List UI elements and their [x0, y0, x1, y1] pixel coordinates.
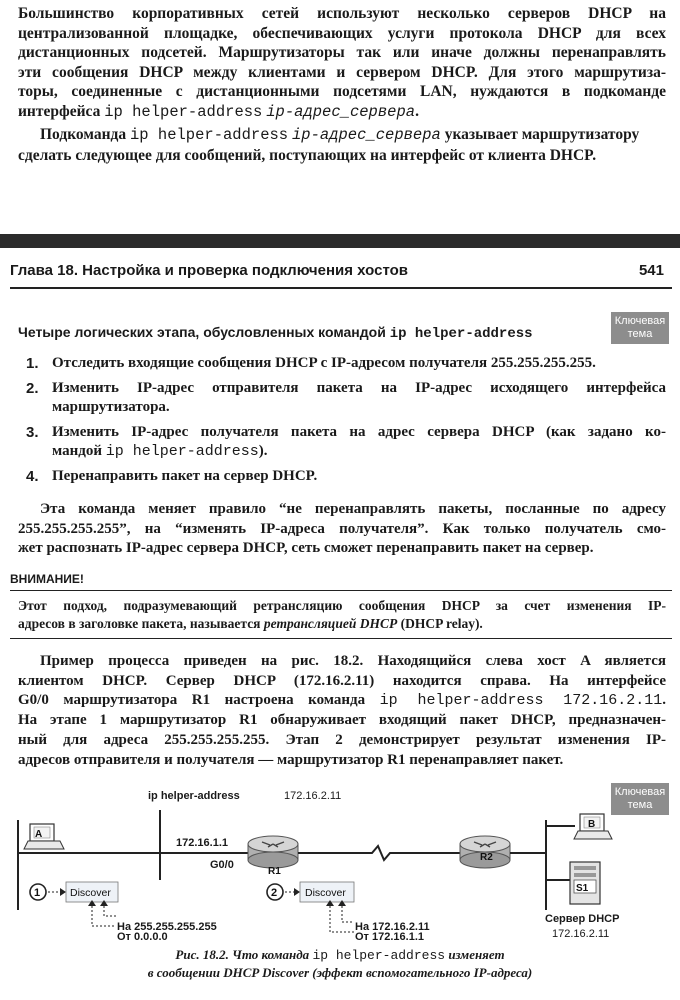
- discover-2-to: На 172.16.2.11: [355, 921, 430, 933]
- text-line: На этапе 1 маршрутизатор R1 обнаруживает входящий пакет DHCP, предназначен-: [18, 712, 666, 729]
- page-header: [10, 262, 666, 279]
- helper-label: ip helper-address: [148, 790, 240, 802]
- command-arg: ip-адрес_сервера: [292, 126, 441, 144]
- r1-ip-label: 172.16.1.1: [176, 837, 228, 849]
- step-2-number: 2: [271, 887, 278, 899]
- text-line: торы, соединенные с дистанционными подсетями LAN, нуждаются в подкоманде: [18, 83, 666, 101]
- key-topic-badge: Ключевая тема: [611, 783, 669, 815]
- steps-list: [26, 354, 666, 492]
- server-s1-label: S1: [576, 883, 589, 894]
- warning-rule-bottom: [10, 638, 672, 639]
- discover-label-2: Discover: [305, 887, 346, 899]
- text-line: клиентом DHCP. Сервер DHCP (172.16.2.11) находится справа. На интерфейсе: [18, 672, 666, 689]
- text-line: жет распознать IP-адрес сервера DHCP, сеть сможет перенаправить пакет на сервер.: [18, 540, 594, 556]
- text-line: централизованной площадке, обеспечивающих услуги протокола DHCP для всех: [18, 24, 666, 42]
- r1-iface-label: G0/0: [210, 859, 234, 871]
- router-r1-icon: [248, 836, 298, 868]
- header-rule: [10, 287, 672, 289]
- paragraph-4: [18, 652, 666, 770]
- text-line: сделать следующее для сообщений, поступающих на интерфейс от клиента DHCP.: [18, 146, 597, 164]
- page-number: 541: [638, 262, 664, 279]
- text-line: адресов в заголовке пакета, называется ретрансляцией DHCP (DHCP relay).: [18, 616, 483, 631]
- server-title: Сервер DHCP: [545, 913, 620, 925]
- command-code: ip helper-address: [104, 102, 263, 121]
- page-divider-bar: [0, 234, 680, 248]
- text-line: дистанционных подсетей. Маршрутизаторы так или иначе должны перенаправлять: [18, 44, 666, 62]
- helper-value: 172.16.2.11: [284, 790, 342, 802]
- wan-link: [298, 846, 460, 860]
- text-line: Большинство корпоративных сетей используют несколько серверов DHCP на: [18, 5, 666, 22]
- server-ip: 172.16.2.11: [552, 928, 610, 940]
- command-code: ip helper-address: [389, 326, 533, 342]
- command-arg: ip-адрес_сервера: [266, 102, 416, 121]
- command-code: ip helper-address: [129, 126, 289, 144]
- host-b-label: B: [588, 819, 596, 830]
- text-line: Подкоманда ip helper-address ip-адрес_сервера указывает маршрутизатору: [40, 126, 640, 144]
- intro-paragraph-1: [18, 4, 666, 123]
- caption-line-1: Рис. 18.2. Что команда ip helper-address изменяет: [175, 947, 505, 963]
- list-item: 4. Перенаправить пакет на сервер DHCP.: [26, 468, 318, 485]
- warning-rule-top: [10, 590, 672, 591]
- text-line: 255.255.255.255”, на “изменять IP-адреса получателя”. Как только получатель смо-: [18, 520, 666, 537]
- caption-line-2: в сообщении DHCP Discover (эффект вспомогательного IP-адреса): [147, 965, 533, 980]
- command-code: ip helper-address 172.16.2.11: [379, 692, 663, 710]
- chapter-title: Глава 18. Настройка и проверка подключения хостов: [10, 262, 408, 279]
- dhcp-relay-diagram: [0, 780, 680, 945]
- command-code: ip helper-address: [312, 948, 446, 963]
- router-r2-label: R2: [480, 852, 493, 863]
- paragraph-3: [18, 500, 666, 559]
- warning-text: [18, 597, 666, 633]
- command-code: ip helper-address: [105, 443, 259, 460]
- text-line: интерфейса ip helper-address ip-адрес_сервера.: [18, 102, 419, 121]
- list-item: 2. Изменить IP-адрес отправителя пакета на IP-адрес исходящего интерфейса маршрутизатора.: [26, 380, 666, 415]
- text-line: адресов отправителя и получателя — маршрутизатор R1 перенаправляет пакет.: [18, 751, 564, 768]
- warning-title: ВНИМАНИЕ!: [10, 572, 84, 586]
- host-a-icon: [24, 824, 64, 849]
- text-line: Этот подход, подразумевающий ретрансляцию сообщения DHCP за счет изменения IP-: [18, 598, 666, 613]
- discover-1-from: От 0.0.0.0: [117, 931, 168, 943]
- key-topic-badge: Ключевая тема: [611, 312, 669, 344]
- host-a-label: A: [35, 829, 43, 840]
- step-1-number: 1: [34, 887, 41, 899]
- discover-1-to: На 255.255.255.255: [117, 921, 217, 933]
- intro-paragraph-2: [18, 125, 666, 165]
- section-title: Четыре логических этапа, обусловленных командой ip helper-address: [18, 324, 533, 342]
- text-line: G0/0 маршрутизатора R1 настроена команда ip helper-address 172.16.2.11.: [18, 692, 666, 710]
- figure-caption: [0, 946, 680, 981]
- router-r1-label: R1: [268, 866, 281, 877]
- text-line: ный для адреса 255.255.255.255. Этап 2 демонстрирует результат изменения IP-: [18, 731, 666, 748]
- text-line: Эта команда меняет правило “не перенаправлять пакеты, посланные по адресу: [40, 501, 666, 517]
- discover-2-from: От 172.16.1.1: [355, 931, 424, 943]
- list-item: 3. Изменить IP-адрес получателя пакета на адрес сервера DHCP (как задано ко- мандой ip helper-address).: [26, 424, 666, 460]
- text-line: Пример процесса приведен на рис. 18.2. Находящийся слева хост A является: [40, 653, 666, 669]
- list-item: 1. Отследить входящие сообщения DHCP с IP-адресом получателя 255.255.255.255.: [26, 355, 596, 372]
- discover-label-1: Discover: [70, 887, 111, 899]
- text-line: эти сообщения DHCP между клиентами и сервером DHCP. Для этого маршрутиза-: [18, 63, 666, 81]
